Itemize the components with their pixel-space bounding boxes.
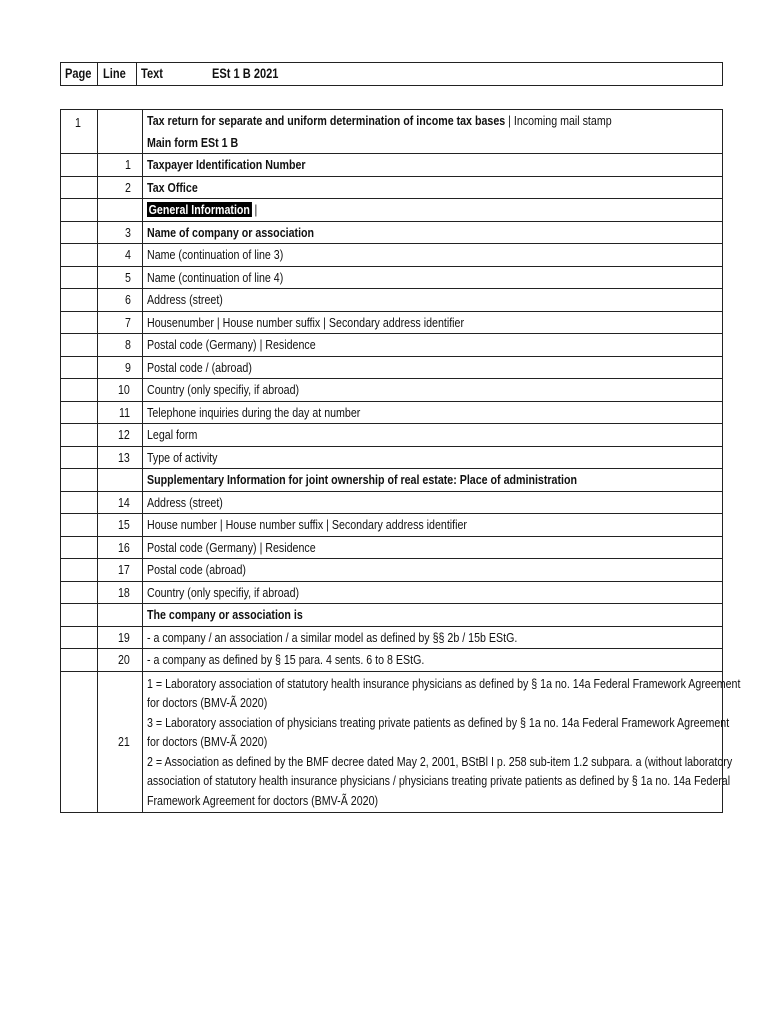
page-cell bbox=[61, 311, 98, 334]
line-text: Name of company or association bbox=[143, 221, 723, 244]
page-number: 1 bbox=[61, 110, 98, 154]
main-form-row bbox=[61, 132, 723, 154]
page-cell bbox=[61, 536, 98, 559]
line-number: 15 bbox=[98, 514, 143, 537]
line-number bbox=[98, 604, 143, 627]
line-text: Postal code / (abroad) bbox=[143, 356, 723, 379]
line-number: 4 bbox=[98, 244, 143, 267]
line-text: The company or association is bbox=[143, 604, 723, 627]
page-cell bbox=[61, 469, 98, 492]
header-row bbox=[61, 63, 723, 86]
line-text: Postal code (Germany) | Residence bbox=[143, 536, 723, 559]
table-row-21 bbox=[61, 671, 723, 813]
line-text: - a company as defined by § 15 para. 4 sents. 6 to 8 EStG. bbox=[143, 649, 723, 672]
line-number: 14 bbox=[98, 491, 143, 514]
line-text: Supplementary Information for joint ownership of real estate: Place of administration bbox=[143, 469, 723, 492]
page-cell bbox=[61, 424, 98, 447]
line-text: Taxpayer Identification Number bbox=[143, 154, 723, 177]
header-page: Page bbox=[61, 63, 98, 86]
page-cell bbox=[61, 289, 98, 312]
page-cell bbox=[61, 154, 98, 177]
page-cell bbox=[61, 581, 98, 604]
intro-row bbox=[61, 110, 723, 132]
page-cell bbox=[61, 244, 98, 267]
table-row bbox=[61, 559, 723, 582]
form-lines-table bbox=[60, 109, 741, 813]
line-text: Name (continuation of line 3) bbox=[143, 244, 723, 267]
line-number: 5 bbox=[98, 266, 143, 289]
header-table bbox=[60, 62, 723, 86]
table-row bbox=[61, 289, 723, 312]
line-number bbox=[98, 199, 143, 222]
table-row bbox=[61, 626, 723, 649]
line-text: Type of activity bbox=[143, 446, 723, 469]
line-number: 16 bbox=[98, 536, 143, 559]
header-line: Line bbox=[98, 63, 137, 86]
line-text: Address (street) bbox=[143, 491, 723, 514]
line-text: Postal code (Germany) | Residence bbox=[143, 334, 723, 357]
line-number: 13 bbox=[98, 446, 143, 469]
line-number: 20 bbox=[98, 649, 143, 672]
line-text: Housenumber | House number suffix | Secondary address identifier bbox=[143, 311, 723, 334]
line-number: 9 bbox=[98, 356, 143, 379]
page-cell bbox=[61, 626, 98, 649]
header-text: Text ESt 1 B 2021 bbox=[137, 63, 723, 86]
table-row bbox=[61, 491, 723, 514]
line-text: Telephone inquiries during the day at number bbox=[143, 401, 723, 424]
table-row bbox=[61, 154, 723, 177]
table-row bbox=[61, 379, 723, 402]
line-21-paragraph: 3 = Laboratory association of physicians treating private patients as defined by § 1a no. 14a Federal Framework Agreement bbox=[147, 714, 730, 730]
page-cell bbox=[61, 491, 98, 514]
page-cell bbox=[61, 199, 98, 222]
table-row bbox=[61, 199, 723, 222]
page-cell bbox=[61, 266, 98, 289]
table-row bbox=[61, 401, 723, 424]
line-text: Tax Office bbox=[143, 176, 723, 199]
table-row bbox=[61, 221, 723, 244]
page-cell bbox=[61, 401, 98, 424]
page-cell bbox=[61, 379, 98, 402]
table-row bbox=[61, 334, 723, 357]
table-row bbox=[61, 649, 723, 672]
line-21-paragraph: association of statutory health insurance physicians / physicians treating private patients as defined by § 1a no. 14a Federal bbox=[147, 773, 731, 788]
line-number: 8 bbox=[98, 334, 143, 357]
page-cell bbox=[61, 671, 98, 813]
line-21-paragraph: for doctors (BMV-Ã 2020) bbox=[147, 695, 268, 710]
line-number: 3 bbox=[98, 221, 143, 244]
table-row bbox=[61, 446, 723, 469]
line-21-paragraph: 1 = Laboratory association of statutory health insurance physicians as defined by § 1a no. 14a Federal Framework Agreement bbox=[147, 675, 741, 691]
page-cell bbox=[61, 559, 98, 582]
line-number: 10 bbox=[98, 379, 143, 402]
line-number: 2 bbox=[98, 176, 143, 199]
line-text: House number | House number suffix | Secondary address identifier bbox=[143, 514, 723, 537]
line-number bbox=[98, 469, 143, 492]
main-form-label: Main form ESt 1 B bbox=[143, 132, 723, 154]
line-21-paragraph: 2 = Association as defined by the BMF decree dated May 2, 2001, BStBl I p. 258 sub-item 1.2 subpara. a (without laboratory bbox=[147, 753, 733, 769]
table-row bbox=[61, 176, 723, 199]
page-cell bbox=[61, 649, 98, 672]
page-cell bbox=[61, 334, 98, 357]
table-row bbox=[61, 514, 723, 537]
table-row bbox=[61, 424, 723, 447]
page-cell bbox=[61, 446, 98, 469]
page-cell bbox=[61, 221, 98, 244]
line-number: 19 bbox=[98, 626, 143, 649]
table-row bbox=[61, 604, 723, 627]
table-row bbox=[61, 266, 723, 289]
line-number: 17 bbox=[98, 559, 143, 582]
table-row bbox=[61, 536, 723, 559]
line-text: Postal code (abroad) bbox=[143, 559, 723, 582]
page-cell bbox=[61, 356, 98, 379]
line-21-paragraph: Framework Agreement for doctors (BMV-Ã 2020) bbox=[147, 792, 379, 808]
intro-title: Tax return for separate and uniform determination of income tax bases | Incoming mail stamp bbox=[143, 110, 723, 132]
table-row bbox=[61, 581, 723, 604]
page-cell bbox=[61, 604, 98, 627]
line-number: 11 bbox=[98, 401, 143, 424]
form-title: ESt 1 B 2021 bbox=[211, 66, 278, 81]
table-row bbox=[61, 469, 723, 492]
line-21-paragraph: for doctors (BMV-Ã 2020) bbox=[147, 734, 268, 749]
line-number: 12 bbox=[98, 424, 143, 447]
line-text: Country (only specifiy, if abroad) bbox=[143, 581, 723, 604]
table-row bbox=[61, 244, 723, 267]
line-cell bbox=[98, 110, 143, 154]
line-number: 21 bbox=[98, 671, 143, 813]
line-text: Name (continuation of line 4) bbox=[143, 266, 723, 289]
line-number: 18 bbox=[98, 581, 143, 604]
line-21-text bbox=[143, 671, 741, 813]
line-text: - a company / an association / a similar model as defined by §§ 2b / 15b EStG. bbox=[143, 626, 723, 649]
page-cell bbox=[61, 514, 98, 537]
line-number: 1 bbox=[98, 154, 143, 177]
line-text: General Information | bbox=[143, 199, 723, 222]
line-number: 7 bbox=[98, 311, 143, 334]
table-row bbox=[61, 311, 723, 334]
page-cell bbox=[61, 176, 98, 199]
line-number: 6 bbox=[98, 289, 143, 312]
line-text: Address (street) bbox=[143, 289, 723, 312]
table-row bbox=[61, 356, 723, 379]
line-text: Country (only specifiy, if abroad) bbox=[143, 379, 723, 402]
line-text: Legal form bbox=[143, 424, 723, 447]
